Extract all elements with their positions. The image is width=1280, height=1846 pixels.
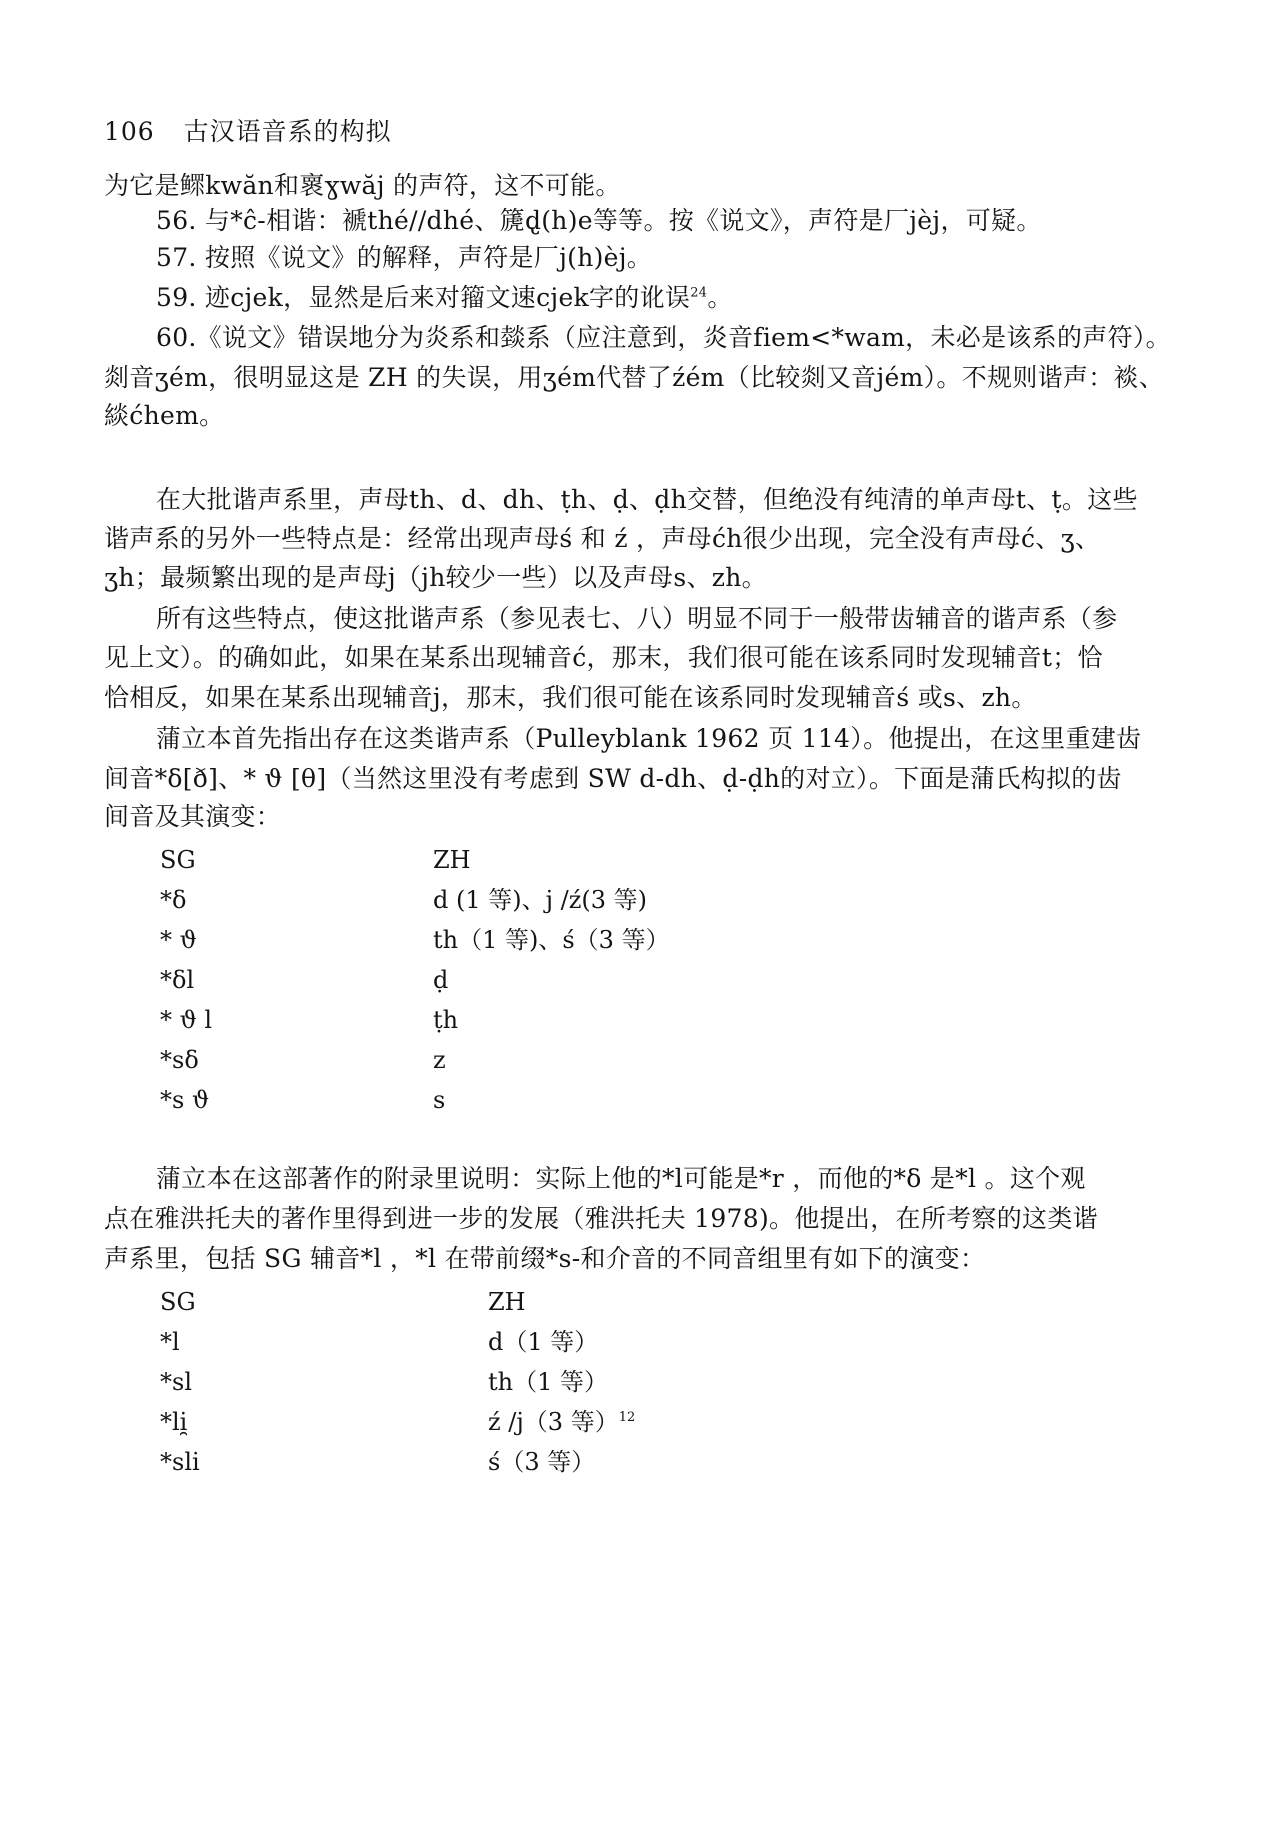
table2-row-4-zh: ś（3 等） (488, 1448, 596, 1476)
para4-line-3: 声系里，包括 SG 辅音*l ，*l 在带前缀*s-和介音的不同音组里有如下的演变： (104, 1244, 986, 1273)
table2-row-3-zh-text: ź /j（3 等） (488, 1408, 619, 1436)
note-57: 57. 按照《说文》的解释，声符是厂j(h)èj。 (156, 243, 653, 272)
table2-row-4-sg: *sli (160, 1448, 200, 1476)
para1-line-1: 在大批谐声系里，声母th、d、dh、ṭh、ḍ、ḍh交替，但绝没有纯清的单声母t、ṭ。这些 (156, 485, 1138, 514)
para2-line-1: 所有这些特点，使这批谐声系（参见表七、八）明显不同于一般带齿辅音的谐声系（参 (156, 604, 1118, 633)
footnote-marker: 24 (690, 285, 708, 301)
table1-row-4-zh: ṭh (433, 1006, 459, 1034)
table1-row-6-zh: s (433, 1086, 446, 1114)
table2-row-1-zh: d（1 等） (488, 1328, 599, 1356)
table1-row-2-sg: * ϑ (160, 926, 197, 954)
para3-line-2: 间音*δ[ð]、* ϑ [θ]（当然这里没有考虑到 SW d-dh、ḍ-ḍh的对立）。下面是蒲氏构拟的齿 (104, 764, 1122, 793)
note-60-line-1: 60.《说文》错误地分为炎系和燅系（应注意到，炎音fiem<*wam，未必是该系的声符）。 (156, 323, 1171, 352)
table2-header-sg: SG (160, 1288, 196, 1316)
table2-row-2-zh: th（1 等） (488, 1368, 608, 1396)
table1-row-2-zh: th（1 等)、ś（3 等） (433, 926, 670, 954)
footnote-marker-12: 12 (618, 1410, 636, 1425)
table2-row-1-sg: *l (160, 1328, 180, 1356)
table1-row-4-sg: * ϑ l (160, 1006, 213, 1034)
table1-row-6-sg: *s ϑ (160, 1086, 210, 1114)
table1-row-5-zh: z (433, 1046, 446, 1074)
table1-row-3-zh: ḍ (433, 966, 449, 994)
table1-header-sg: SG (160, 846, 196, 874)
table1-row-3-sg: *δl (160, 966, 195, 994)
note-continuation: 为它是鳏kwăn和褱ɣwăj 的声符，这不可能。 (104, 171, 621, 200)
table2-row-3-sg: *li̯ (160, 1408, 188, 1436)
para2-line-2: 见上文）。的确如此，如果在某系出现辅音ć，那末，我们很可能在该系同时发现辅音t；恰 (104, 643, 1103, 672)
para4-line-2: 点在雅洪托夫的著作里得到进一步的发展（雅洪托夫 1978)。他提出，在所考察的这类谐 (104, 1204, 1098, 1233)
para2-line-3: 恰相反，如果在某系出现辅音j，那末，我们很可能在该系同时发现辅音ś 或s、zh。 (104, 683, 1037, 712)
note-56: 56. 与*ĉ-相谐：褫thé//dhé、篪d̢(h)e等等。按《说文》，声符是厂jèj，可疑。 (156, 206, 1042, 235)
table2-row-3-zh (488, 1407, 635, 1437)
para4-line-1: 蒲立本在这部著作的附录里说明：实际上他的*l可能是*r ，而他的*δ 是*l 。这个观 (156, 1164, 1086, 1193)
table1-row-1-sg: *δ (160, 886, 187, 914)
table2-header-zh: ZH (488, 1288, 526, 1316)
table1-header-zh: ZH (433, 846, 471, 874)
table2-row-2-sg: *sl (160, 1368, 192, 1396)
table1-row-5-sg: *sδ (160, 1046, 199, 1074)
note-59-text: 59. 迹cjek，显然是后来对籀文速cjek字的讹误 (156, 283, 691, 312)
running-header (104, 112, 392, 148)
page-number: 106 (104, 117, 155, 146)
note-60-line-2: 剡音ʒém，很明显这是 ZH 的失误，用ʒém代替了źém（比较剡又音jém）。不规则谐声：裧、 (104, 363, 1165, 392)
para3-line-1: 蒲立本首先指出存在这类谐声系（Pulleyblank 1962 页 114）。他提出，在这里重建齿 (156, 724, 1142, 753)
running-title: 古汉语音系的构拟 (183, 117, 392, 146)
para3-line-3: 间音及其演变： (104, 802, 282, 831)
para1-line-3: ʒh；最频繁出现的是声母j（jh较少一些）以及声母s、zh。 (104, 563, 767, 592)
para1-line-2: 谐声系的另外一些特点是：经常出现声母ś 和 ź ，声母ćh很少出现，完全没有声母ć、ʒ、 (104, 524, 1101, 553)
note-59: 59. 迹cjek，显然是后来对籀文速cjek字的讹误$^{24}$。 (156, 283, 733, 312)
table1-row-1-zh: d (1 等)、j /ź(3 等) (433, 886, 648, 914)
note-60-line-3: 緂ćhem。 (104, 401, 225, 430)
